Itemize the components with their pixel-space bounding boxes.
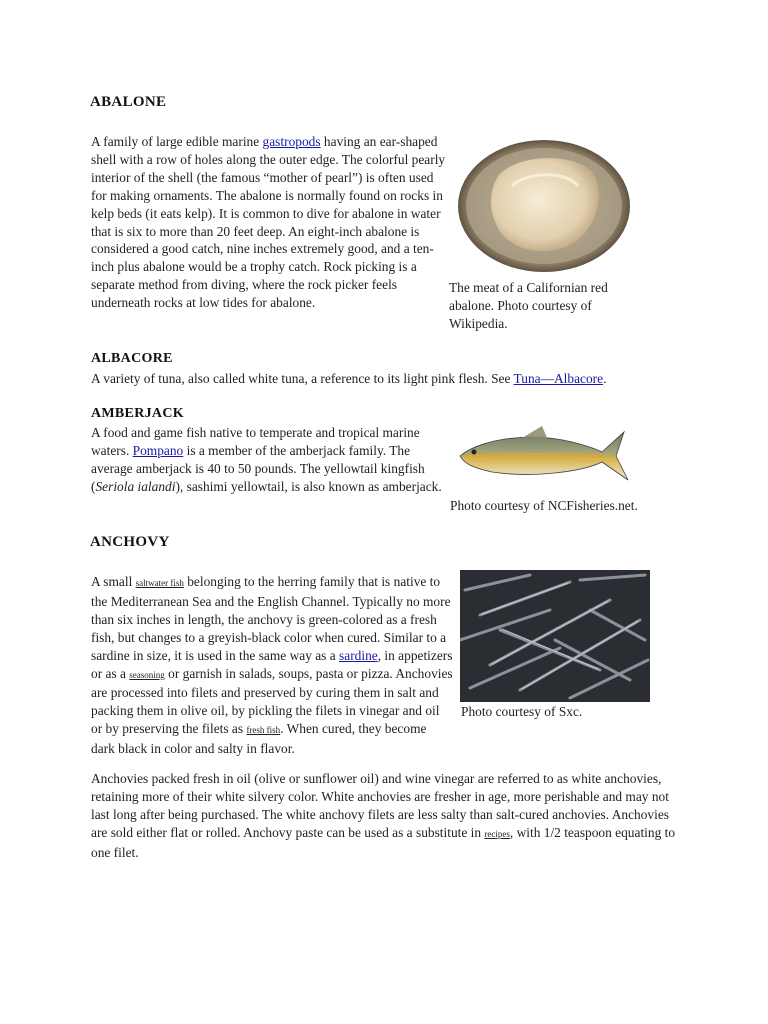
amberjack-species-name: Seriola ialandi (95, 478, 176, 494)
albacore-text-1: A variety of tuna, also called white tuna, a reference to its light pink flesh. See (91, 371, 514, 386)
anchovy-text-4: or garnish in salads, soups, pasta or pizza. Anchovies are processed into filets and preserved by curing them in salt and packing them in olive oil, by pickling the filets in vinegar and oil or by preserving the filets as (91, 665, 453, 737)
anchovy-text-7: , with 1/2 teaspoon equating to one filet. (91, 824, 676, 860)
abalone-heading: ABALONE (90, 94, 167, 110)
seasoning-link[interactable]: seasoning (129, 669, 165, 680)
amberjack-photo (452, 420, 632, 490)
anchovy-photo (460, 570, 650, 702)
fresh-fish-link[interactable]: fresh fish (246, 725, 281, 736)
anchovy-text-2: belonging to the herring family that is native to the Mediterranean Sea and the English Channel. Typically no more than six inches in length, the anchovy is green-colored as a fresh fish, but changes to a greyish-black color when cured. Similar to a sardine in size, it is used in the same way as a (91, 574, 451, 663)
amberjack-text-1: A food and game fish native to temperate and tropical marine waters. (91, 425, 420, 458)
anchovy-text-1: A small (91, 574, 136, 589)
albacore-paragraph (91, 370, 691, 388)
anchovy-heading: ANCHOVY (90, 534, 170, 550)
sardine-link[interactable]: sardine (339, 647, 378, 663)
anchovy-paragraph-1 (91, 573, 453, 758)
saltwater-fish-link[interactable]: saltwater fish (135, 578, 184, 588)
albacore-text-2: . (603, 371, 607, 386)
amberjack-caption: Photo courtesy of NCFisheries.net. (450, 498, 638, 513)
anchovy-paragraph-2 (91, 770, 681, 862)
amberjack-heading: AMBERJACK (91, 406, 184, 421)
anchovy-text-6: Anchovies packed fresh in oil (olive or sunflower oil) and wine vinegar are referred to as white anchovies, retaining more of their white silvery color. White anchovies are fresher in age, more perishable and may not last long after being purchased. The white anchovy filets are less salty than salt-cured anchovies. Anchovies are sold either flat or rolled. Anchovy paste can be used as a substitute in (91, 771, 669, 840)
albacore-heading: ALBACORE (91, 351, 173, 366)
pompano-link[interactable]: Pompano (132, 442, 184, 458)
anchovy-text-3: , in appetizers or as a (91, 647, 453, 681)
gastropods-link[interactable]: gastropods (262, 134, 321, 149)
anchovy-caption: Photo courtesy of Sxc. (461, 704, 583, 719)
abalone-paragraph (91, 133, 447, 312)
abalone-caption: The meat of a Californian red abalone. Photo courtesy of Wikipedia. (449, 280, 608, 331)
abalone-text-2: having an ear-shaped shell with a row of holes along the outer edge. The colorful pearly interior of the shell (the famous “mother of pearl”) is often used for making ornaments. The abalone is normally found on rocks in kelp beds (it eats kelp). It is common to dive for abalone in water that is six to more than 20 feet deep. An eight-inch abalone is considered a good catch, nine inches extremely good, and a ten-inch plus abalone would be a trophy catch. Rock picking is a separate method from diving, where the rock picker feels underneath rocks at low tides for abalone. (91, 134, 446, 311)
recipes-link[interactable]: recipes (484, 828, 510, 839)
amberjack-paragraph (91, 424, 447, 496)
abalone-text-1: A family of large edible marine (91, 134, 263, 149)
tuna-albacore-link[interactable]: Tuna—Albacore (513, 371, 604, 386)
abalone-photo (456, 136, 632, 276)
amberjack-text-3: ), sashimi yellowtail, is also known as amberjack. (175, 478, 442, 494)
anchovy-text-5: . When cured, they become dark black in color and salty in flavor. (91, 721, 427, 757)
amberjack-text-2: is a member of the amberjack family. The average amberjack is 40 to 50 pounds. The yellowtail kingfish ( (91, 442, 425, 494)
